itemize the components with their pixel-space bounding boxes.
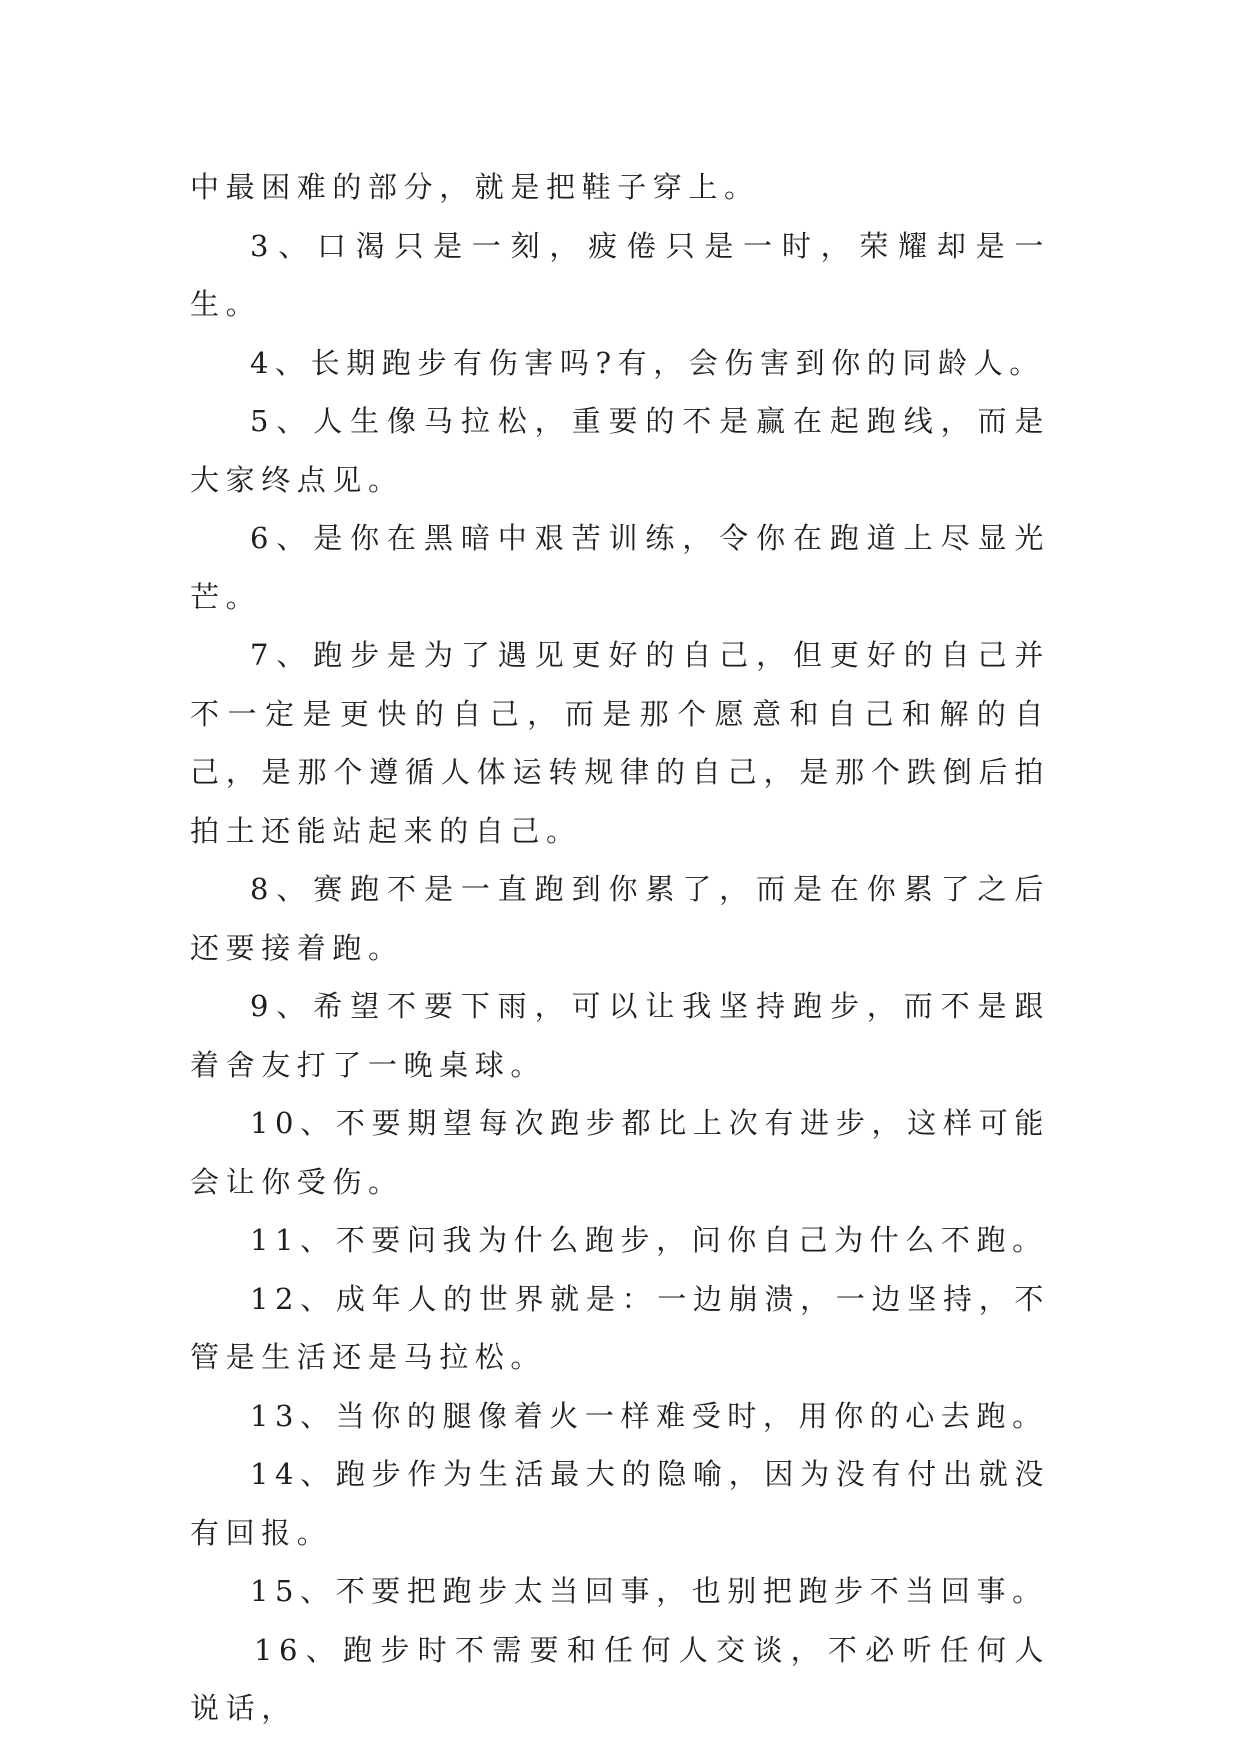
paragraph-quote-10: 10、不要期望每次跑步都比上次有进步，这样可能会让你受伤。 — [190, 1106, 1050, 1199]
paragraph-quote-7: 7、跑步是为了遇见更好的自己，但更好的自己并不一定是更快的自己，而是那个愿意和自己和解的自己，是那个遵循人体运转规律的自己，是那个跌倒后拍拍土还能站起来的自己。 — [190, 638, 1050, 848]
paragraph-quote-5: 5、人生像马拉松，重要的不是赢在起跑线，而是大家终点见。 — [190, 404, 1050, 497]
paragraph-quote-6: 6、是你在黑暗中艰苦训练，令你在跑道上尽显光芒。 — [190, 521, 1050, 614]
paragraph-quote-15: 15、不要把跑步太当回事，也别把跑步不当回事。 — [250, 1574, 1048, 1608]
paragraph-quote-4: 4、长期跑步有伤害吗?有，会伤害到你的同龄人。 — [250, 345, 1045, 380]
paragraph-quote-9: 9、希望不要下雨，可以让我坚持跑步，而不是跟着舍友打了一晚桌球。 — [190, 989, 1050, 1082]
paragraph-quote-12: 12、成年人的世界就是：一边崩溃，一边坚持，不管是生活还是马拉松。 — [190, 1281, 1050, 1374]
paragraph-continuation: 中最困难的部分，就是把鞋子穿上。 — [190, 170, 760, 204]
paragraph-quote-16: 16、跑步时不需要和任何人交谈，不必听任何人说话， — [190, 1632, 1050, 1725]
document-body — [190, 158, 1050, 1738]
paragraph-quote-13: 13、当你的腿像着火一样难受时，用你的心去跑。 — [250, 1398, 1048, 1433]
paragraph-quote-11: 11、不要问我为什么跑步，问你自己为什么不跑。 — [250, 1223, 1048, 1257]
paragraph-quote-8: 8、赛跑不是一直跑到你累了，而是在你累了之后还要接着跑。 — [190, 872, 1050, 965]
paragraph-quote-14: 14、跑步作为生活最大的隐喻，因为没有付出就没有回报。 — [190, 1457, 1050, 1550]
paragraph-quote-3: 3、口渴只是一刻，疲倦只是一时，荣耀却是一生。 — [190, 228, 1050, 321]
